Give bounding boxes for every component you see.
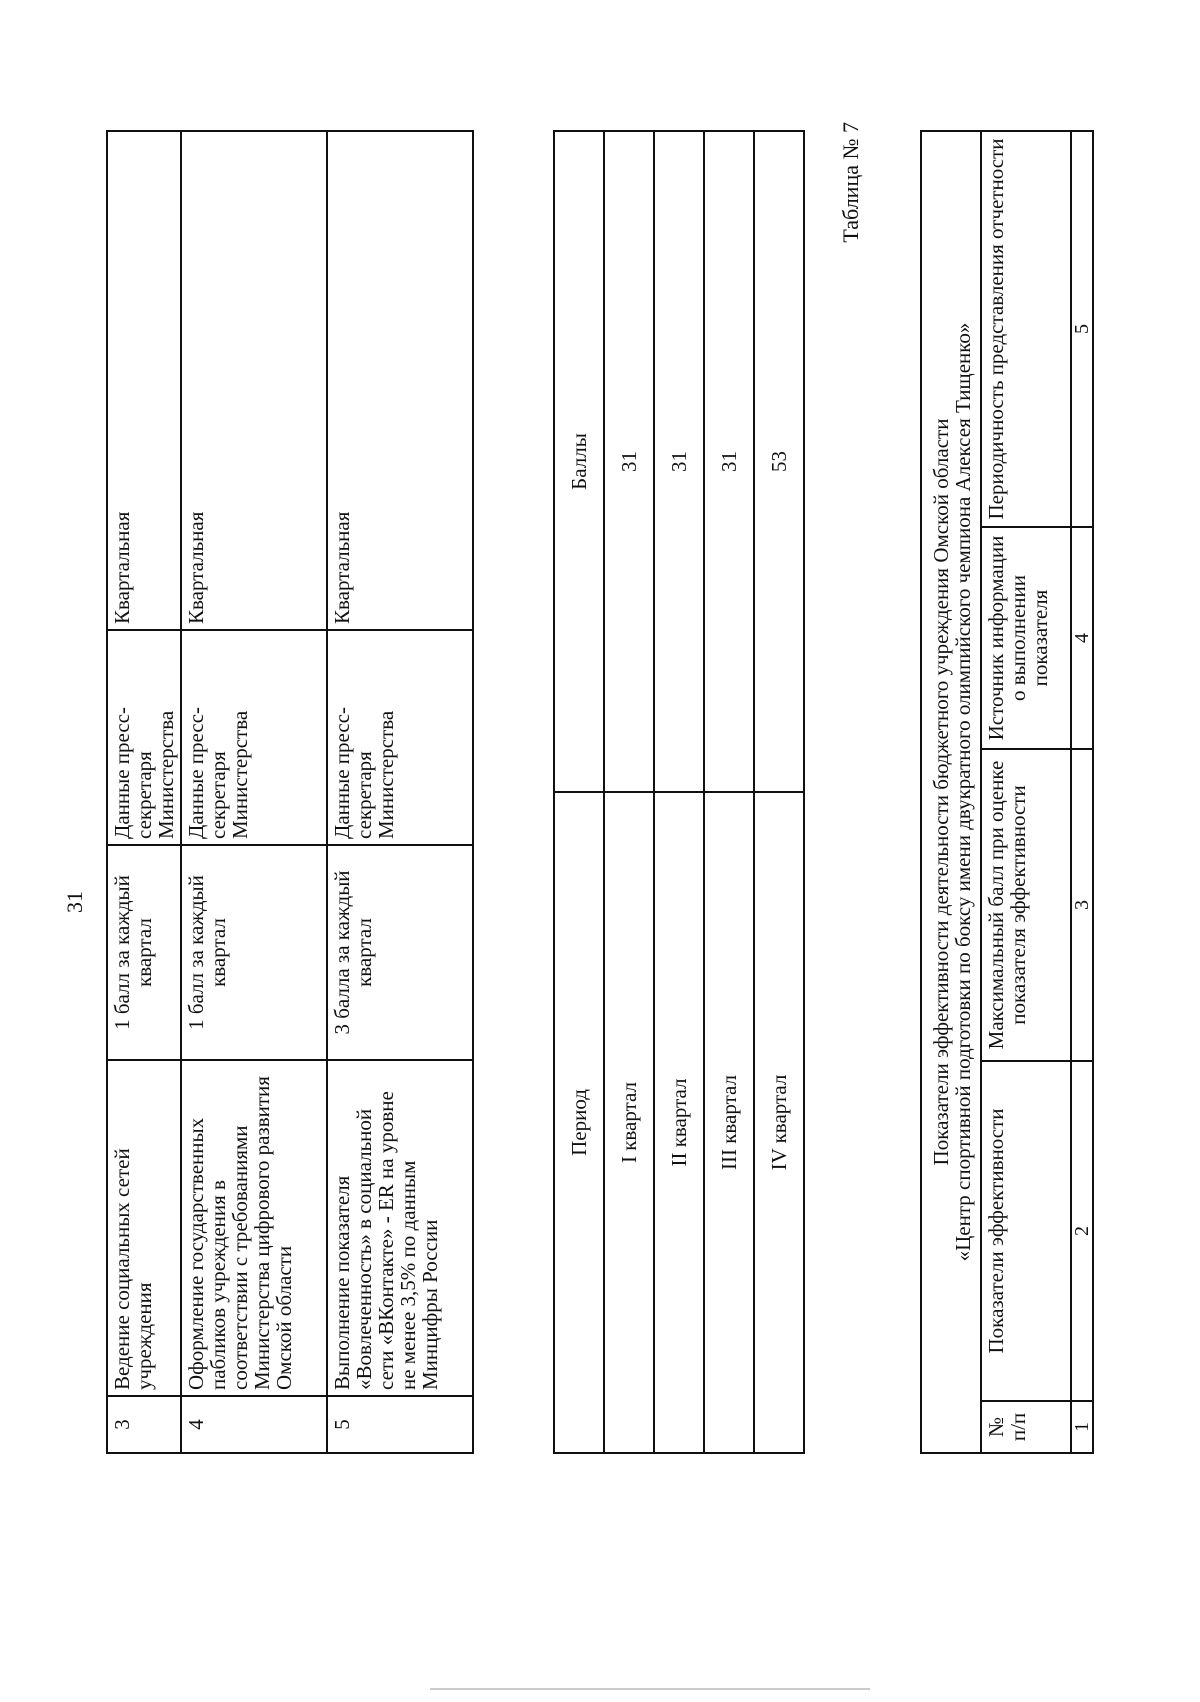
score-cell: 1 балл за каждый квартал xyxy=(181,845,327,1060)
header-indicator: Показатели эффективности xyxy=(981,1061,1071,1401)
table-row xyxy=(604,131,654,1453)
points-cell: 31 xyxy=(604,131,654,792)
column-number: 3 xyxy=(1071,749,1093,1061)
period-cell: III квартал xyxy=(704,792,754,1453)
table-row xyxy=(754,131,804,1453)
period-cell: IV квартал xyxy=(754,792,804,1453)
efficiency-table xyxy=(920,130,1094,1454)
scan-artifact xyxy=(430,1688,870,1690)
score-cell: 1 балл за каждый квартал xyxy=(107,845,181,1060)
table-header-row xyxy=(554,131,604,1453)
indicator-cell: Ведение социальных сетей учреждения xyxy=(107,1060,181,1396)
indicator-cell: Выполнение показателя «Вовлеченность» в социальной сети «ВКонтакте» - ER на уровне не менее 3,5% по данным Минцифры России xyxy=(327,1060,473,1396)
column-number: 5 xyxy=(1071,131,1093,527)
indicator-cell: Оформление государственных пабликов учреждения в соответствии с требованиями Министерства цифрового развития Омской области xyxy=(181,1060,327,1396)
scores-table xyxy=(553,130,805,1454)
points-cell: 53 xyxy=(754,131,804,792)
table-row xyxy=(181,131,327,1453)
period-header: Период xyxy=(554,792,604,1453)
score-cell: 3 балла за каждый квартал xyxy=(327,845,473,1060)
page-number: 31 xyxy=(62,891,87,913)
header-source: Источник информации о выполнении показателя xyxy=(981,527,1071,749)
column-number: 1 xyxy=(1071,1401,1093,1453)
row-number: 5 xyxy=(327,1396,473,1453)
period-cell: I квартал xyxy=(604,792,654,1453)
header-max-score: Максимальный балл при оценке показателя эффективности xyxy=(981,749,1071,1061)
column-number: 4 xyxy=(1071,527,1093,749)
source-cell: Данные пресс-секретаря Министерства xyxy=(181,630,327,845)
source-cell: Данные пресс-секретаря Министерства xyxy=(107,630,181,845)
periodicity-cell: Квартальная xyxy=(181,131,327,630)
header-number: № п/п xyxy=(981,1401,1071,1453)
table-row xyxy=(107,131,181,1453)
row-number: 3 xyxy=(107,1396,181,1453)
header-periodicity: Периодичность представления отчетности xyxy=(981,131,1071,527)
caption-line-2: «Центр спортивной подготовки по боксу имени двукратного олимпийского чемпиона Алексея Тищенко» xyxy=(951,322,975,1262)
caption-line-1: Показатели эффективности деятельности бюджетного учреждения Омской области xyxy=(929,418,953,1166)
caption-row xyxy=(921,131,981,1453)
periodicity-cell: Квартальная xyxy=(327,131,473,630)
table-row xyxy=(704,131,754,1453)
table-label: Таблица № 7 xyxy=(838,122,863,243)
table-row xyxy=(654,131,704,1453)
points-cell: 31 xyxy=(654,131,704,792)
points-cell: 31 xyxy=(704,131,754,792)
column-number: 2 xyxy=(1071,1061,1093,1401)
source-cell: Данные пресс-секретаря Министерства xyxy=(327,630,473,845)
column-number-row xyxy=(1071,131,1093,1453)
periodicity-cell: Квартальная xyxy=(107,131,181,630)
criteria-table xyxy=(106,130,474,1454)
period-cell: II квартал xyxy=(654,792,704,1453)
row-number: 4 xyxy=(181,1396,327,1453)
table-row xyxy=(327,131,473,1453)
points-header: Баллы xyxy=(554,131,604,792)
table-caption xyxy=(921,131,981,1453)
table-header-row xyxy=(981,131,1071,1453)
